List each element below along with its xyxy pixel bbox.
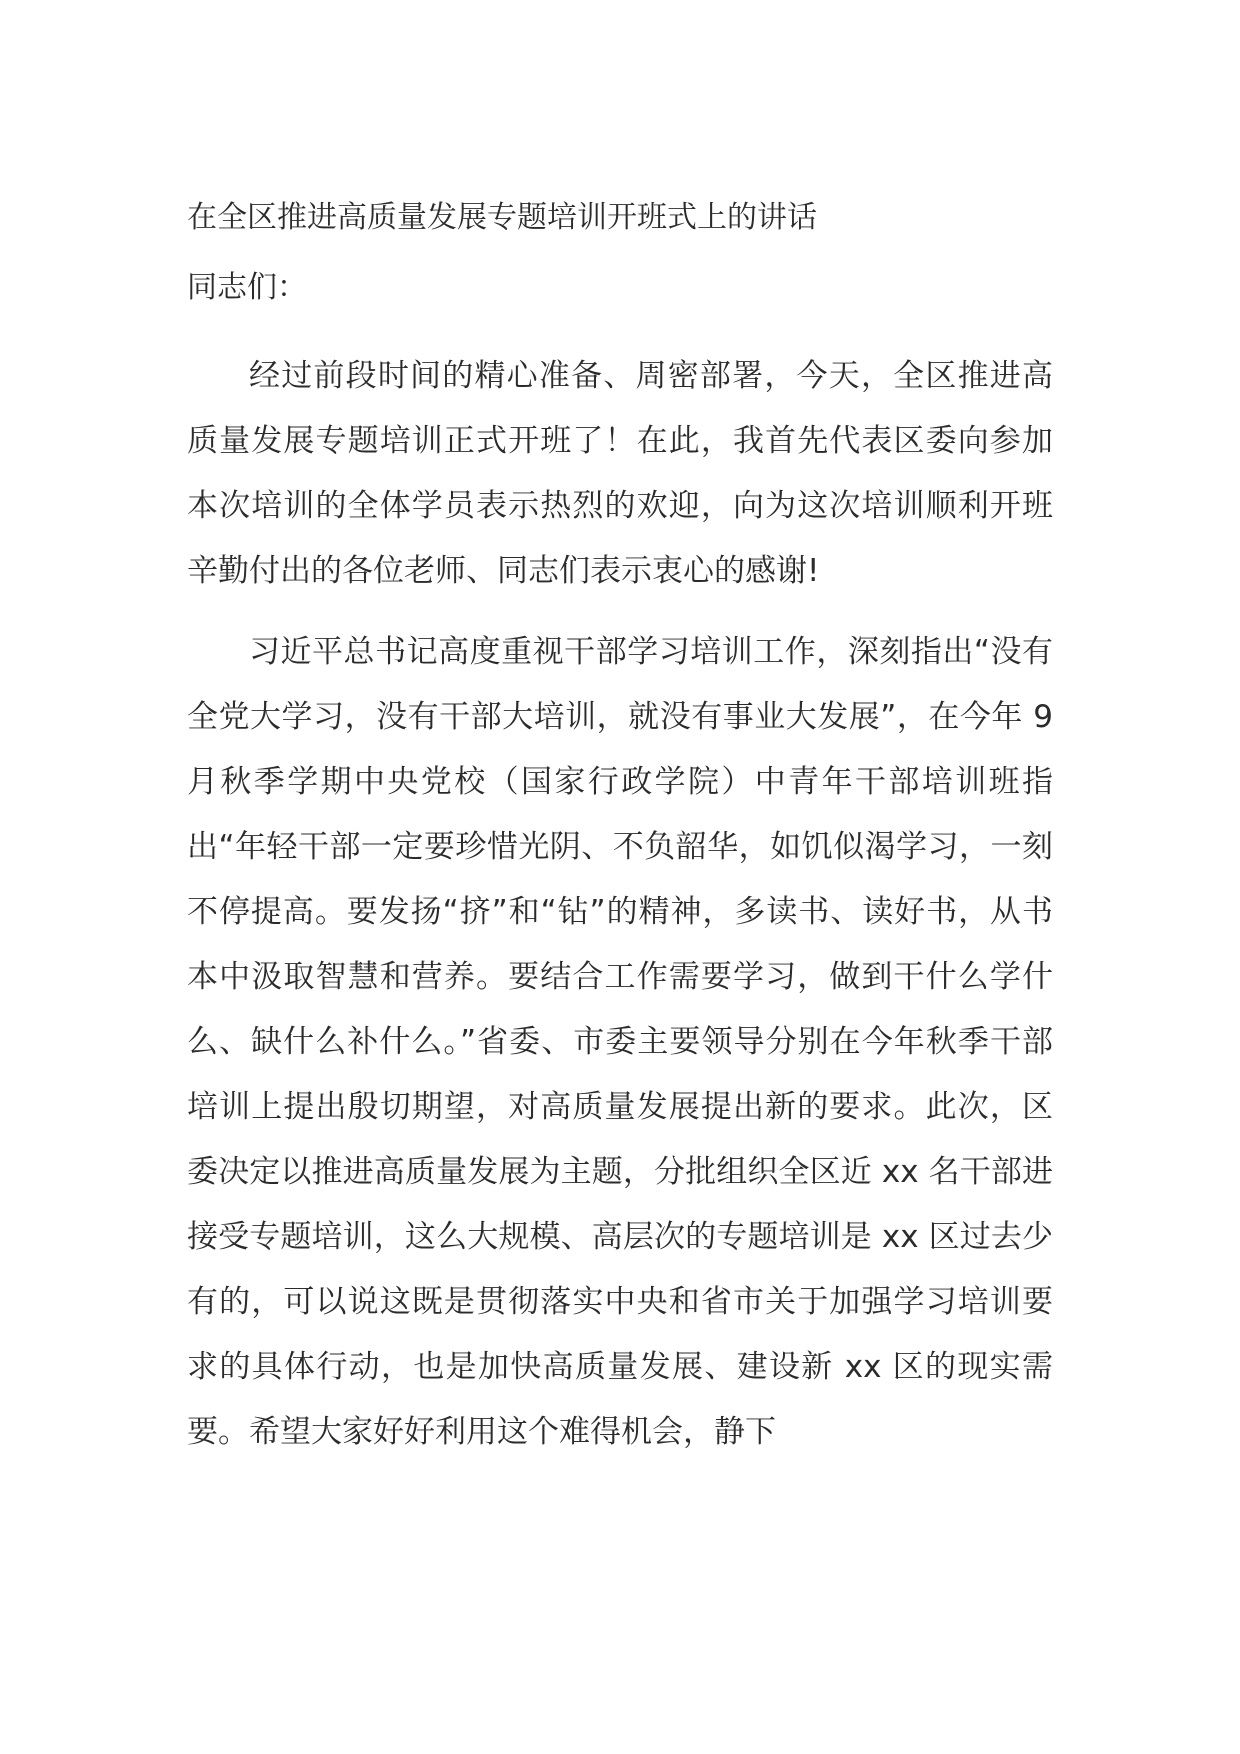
salutation: 同志们： <box>187 270 307 305</box>
paragraph-training-importance: 习近平总书记高度重视干部学习培训工作，深刻指出“没有全党大学习，没有干部大培训，就没有事业大发展”，在今年 9 月秋季学期中央党校（国家行政学院）中青年干部培训班指出“年轻干部一定要珍惜光阴、不负韶华，如饥似渴学习，一刻不停提高。要发扬“挤”和“钻”的精神，多读书、读好书，从书本中汲取智慧和营养。要结合工作需要学习，做到干什么学什么、缺什么补什么。”省委、市委主要领导分别在今年秋季干部培训上提出殷切期望，对高质量发展提出新的要求。此次，区委决定以推进高质量发展为主题，分批组织全区近 xx 名干部进接受专题培训，这么大规模、高层次的专题培训是 xx 区过去少有的，可以说这既是贯彻落实中央和省市关于加强学习培训要求的具体行动，也是加快高质量发展、建设新 xx 区的现实需要。希望大家好好利用这个难得机会，静下 <box>187 634 1053 1450</box>
document-title: 在全区推进高质量发展专题培训开班式上的讲话 <box>187 200 817 235</box>
paragraph-welcome: 经过前段时间的精心准备、周密部署，今天，全区推进高质量发展专题培训正式开班了！在此，我首先代表区委向参加本次培训的全体学员表示热烈的欢迎，向为这次培训顺利开班辛勤付出的各位老师、同志们表示衷心的感谢! <box>187 358 1053 589</box>
document-body <box>187 196 1053 1481</box>
